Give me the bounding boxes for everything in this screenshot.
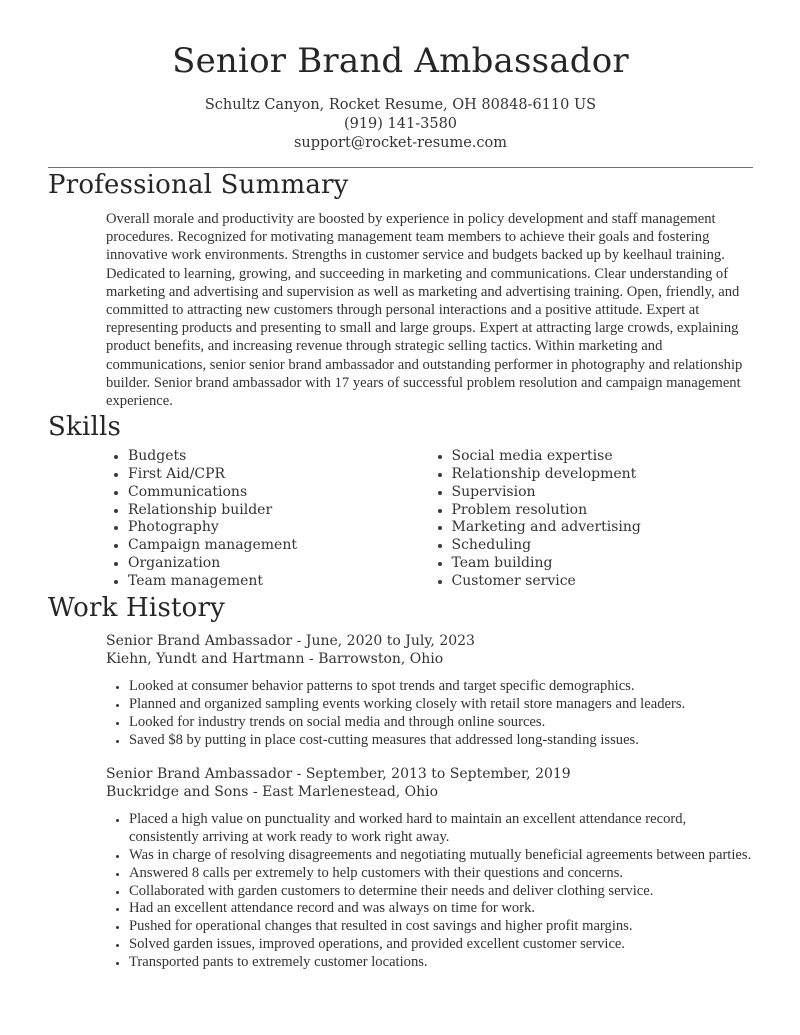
skill-item: • Communications: [128, 484, 430, 502]
job-company-line: [106, 650, 753, 668]
skills-columns: [106, 448, 753, 590]
job-company-line: [106, 783, 753, 801]
skills-column-left: [106, 448, 430, 590]
job-bullet-list: [106, 811, 753, 971]
job-location: Barrowston, Ohio: [318, 651, 444, 668]
skill-item: • Social media expertise: [452, 448, 754, 466]
job-bullet: • Placed a high value on punctuality and worked hard to maintain an excellent attendance record, consistently arriving at work ready to work right away.: [129, 811, 753, 847]
job-separator: -: [292, 765, 306, 782]
job-bullet: • Solved garden issues, improved operations, and provided excellent customer service.: [129, 936, 753, 954]
job-bullet: • Had an excellent attendance record and was always on time for work.: [129, 900, 753, 918]
skills-column-right: [430, 448, 754, 590]
job-separator: -: [248, 784, 263, 801]
skill-item: • Customer service: [452, 573, 754, 591]
job-dates: September, 2013 to September, 2019: [305, 765, 571, 782]
section-heading-summary: Professional Summary: [48, 170, 349, 200]
page-title: Senior Brand Ambassador: [172, 41, 629, 81]
job-bullet-list: [106, 678, 753, 749]
job-header: [106, 765, 753, 802]
section-heading-skills: Skills: [48, 412, 122, 443]
contact-email: support@rocket-resume.com: [293, 135, 508, 151]
job-title: Senior Brand Ambassador: [106, 765, 293, 782]
job-bullet: • Pushed for operational changes that resulted in cost savings and higher profit margins.: [129, 918, 753, 936]
skill-item: • Relationship development: [452, 466, 754, 484]
job-bullet: • Transported pants to extremely customer locations.: [129, 954, 753, 972]
skill-item: • Problem resolution: [452, 502, 754, 520]
skill-item: • Campaign management: [128, 537, 430, 555]
job-bullet: • Collaborated with garden customers to determine their needs and deliver clothing service.: [129, 883, 753, 901]
job-separator: -: [304, 651, 319, 668]
job-header: [106, 632, 753, 669]
job-title: Senior Brand Ambassador: [106, 632, 293, 649]
contact-address: Schultz Canyon, Rocket Resume, OH 80848-6110 US: [204, 97, 597, 113]
contact-phone: (919) 141-3580: [343, 116, 458, 132]
job-bullet: • Answered 8 calls per extremely to help customers with their questions and concerns.: [129, 865, 753, 883]
skill-item: • Scheduling: [452, 537, 754, 555]
skills-section: [48, 410, 753, 590]
job-bullet: • Was in charge of resolving disagreements and negotiating mutually beneficial agreements between parties.: [129, 847, 753, 865]
job-title-line: [106, 765, 753, 783]
job-bullet: • Planned and organized sampling events working closely with retail store managers and leaders.: [129, 696, 753, 714]
skill-item: • Supervision: [452, 484, 754, 502]
job-bullet: • Looked at consumer behavior patterns to spot trends and target specific demographics.: [129, 678, 753, 696]
skill-item: • Budgets: [128, 448, 430, 466]
skill-item: • Team building: [452, 555, 754, 573]
summary-paragraph: Overall morale and productivity are boosted by experience in policy development and staff management procedures. Recognized for motivating management team members to achieve their goals and fostering innovative work environments. Strengths in customer service and budgets backed up by keelhaul training. Dedicated to learning, growing, and succeeding in marketing and communications. Clear understanding of marketing and advertising and supervision as well as marketing and advertising training. Open, friendly, and committed to attracting new customers through personal interactions and a positive attitude. Expert at representing products and presenting to small and large groups. Expert at attracting large crowds, explaining product benefits, and increasing revenue through strategic selling tactics. Within marketing and communications, senior senior brand ambassador and outstanding performer in photography and relationship builder. Senior brand ambassador with 17 years of successful problem resolution and campaign management experience.: [106, 211, 743, 410]
job-bullet: • Looked for industry trends on social media and through online sources.: [129, 714, 753, 732]
job-dates: June, 2020 to July, 2023: [305, 632, 475, 649]
job-entry: [106, 765, 753, 972]
skill-item: • Organization: [128, 555, 430, 573]
skill-item: • First Aid/CPR: [128, 466, 430, 484]
contact-block: [48, 96, 753, 153]
skill-item: • Photography: [128, 519, 430, 537]
skill-item: • Team management: [128, 573, 430, 591]
resume-header: [48, 40, 753, 168]
professional-summary-section: [48, 168, 753, 410]
section-heading-work-history: Work History: [48, 592, 226, 623]
skill-item: • Marketing and advertising: [452, 519, 754, 537]
work-history-section: [48, 591, 753, 972]
job-entry: [106, 632, 753, 750]
job-title-line: [106, 632, 753, 650]
job-separator: -: [292, 632, 306, 649]
job-company: Kiehn, Yundt and Hartmann: [106, 651, 305, 668]
job-bullet: • Saved $8 by putting in place cost-cutting measures that addressed long-standing issues.: [129, 732, 753, 750]
job-location: East Marlenestead, Ohio: [262, 784, 439, 801]
job-company: Buckridge and Sons: [106, 784, 249, 801]
skill-item: • Relationship builder: [128, 502, 430, 520]
